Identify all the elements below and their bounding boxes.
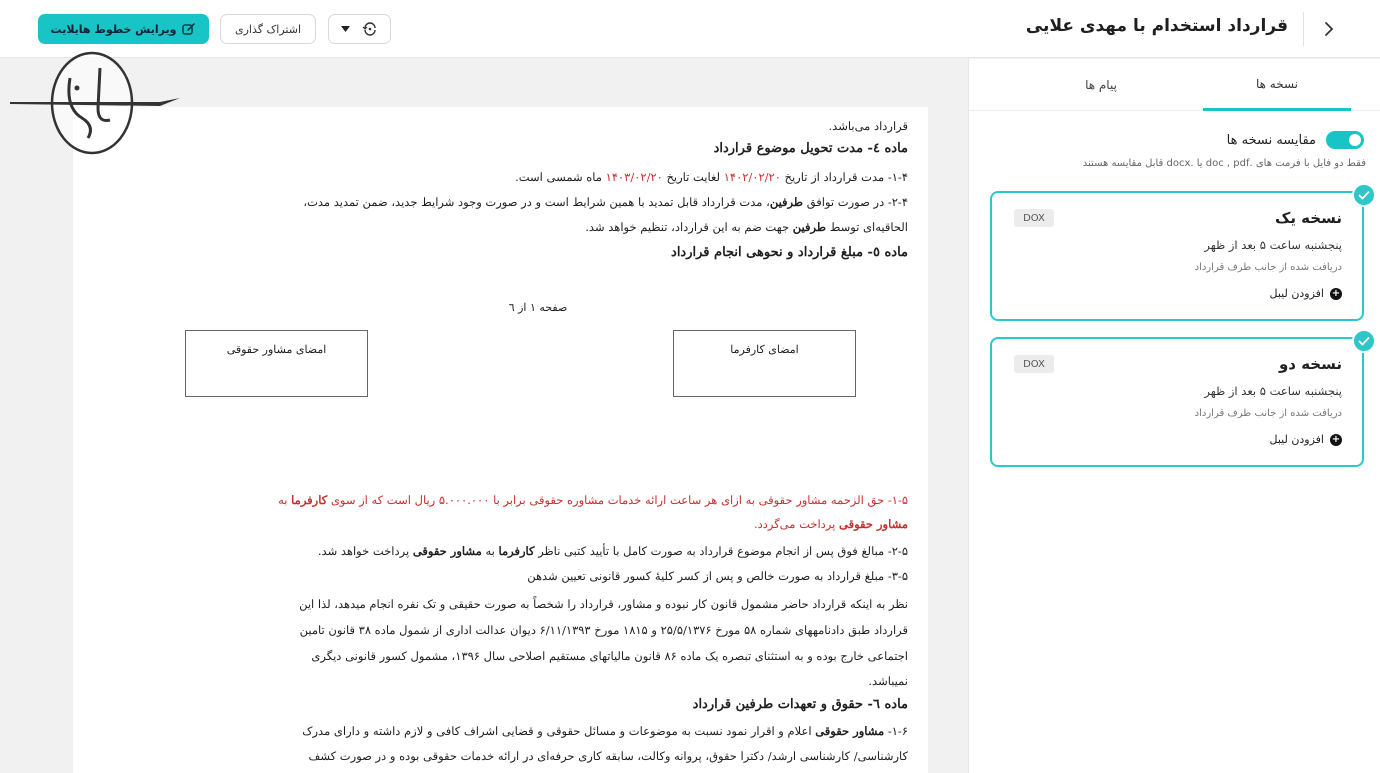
doc-paragraph: قرارداد طبق دادنامههای شماره ۵۸ مورخ ۲۵/۵/۱۳۷۶ و ۱۸۱۵ مورخ ۶/۱۱/۱۳۹۳ دیوان عدالت اداری از شمول ماده ۳۸ قانون تامین — [299, 623, 908, 637]
tab-messages[interactable]: پیام ها — [1085, 78, 1117, 92]
clause-text: ۱-۶- — [887, 724, 908, 738]
file-type-badge: DOX — [1014, 209, 1054, 227]
compare-note: فقط دو فایل با فرمت های .doc , pdf یا .docx قابل مقایسه هستند — [1082, 158, 1366, 169]
edit-highlights-button[interactable] — [38, 14, 209, 44]
clause-text: ۱-۴- مدت قرارداد از تاریخ — [784, 170, 908, 184]
page-number: صفحه ۱ از ٦ — [508, 301, 568, 314]
clause-text: ، مدت قرارداد قابل تمدید با همین شرایط است و در صورت وجود شرایط جدید، ضمن تمدید مدت، — [303, 195, 770, 209]
clause-text: به — [278, 493, 288, 507]
clause-5-3: ۳-۵- مبلغ قرارداد به صورت خالص و پس از کسر کلیهٔ کسور قانونی تعیین شدهن — [527, 569, 908, 583]
page-title: قرارداد استخدام با مهدی علایی — [1025, 16, 1288, 36]
clause-text: ۲-۵- مبالغ فوق پس از انجام موضوع قرارداد به صورت کامل با تأیید کتبی ناظر — [538, 544, 908, 558]
plus-icon: + — [1331, 433, 1341, 445]
clause-text: پرداخت می‌گردد. — [753, 517, 836, 531]
clause-text: ۱-۵- حق الزحمه مشاور حقوقی به ازای هر ساعت ارائه خدمات مشاوره حقوقی برابر با ۵.۰۰۰.۰۰۰ ریال است که از سوی — [330, 493, 908, 507]
date-start: ۱۴۰۲/۰۲/۲۰ — [723, 170, 781, 184]
party-term: کارفرما — [498, 544, 535, 558]
clause-6-1-cont: کارشناسی/ کارشناسی ارشد/ دکترا حقوق، پروانه وکالت، سابقه کاری حرفه‌ای در ارائه خدمات حقوقی بوده و در صورت کشف — [308, 749, 908, 763]
version-card[interactable] — [990, 191, 1364, 321]
check-icon — [1352, 329, 1376, 353]
clause-text: لغایت تاریخ — [666, 170, 721, 184]
clause-text: پرداخت خواهد شد. — [317, 544, 410, 558]
clause-4-2-cont — [585, 220, 908, 234]
signature-box-counsel — [185, 330, 368, 397]
version-name: نسخه دو — [1278, 355, 1342, 373]
plus-icon: + — [1331, 287, 1341, 299]
clause-5-1 — [278, 493, 908, 507]
party-term: طرفین — [792, 220, 827, 234]
divider — [1303, 12, 1304, 46]
add-label-button[interactable] — [1270, 433, 1343, 446]
signature-label: امضای مشاور حقوقی — [226, 343, 327, 356]
edit-highlights-label: ویرایش خطوط هایلایت — [50, 22, 177, 36]
logo-icon — [10, 48, 185, 158]
version-time: پنجشنبه ساعت ۵ بعد از ظهر — [1204, 384, 1342, 398]
compare-toggle[interactable] — [1326, 131, 1364, 149]
sync-icon — [362, 22, 378, 36]
party-term: طرفین — [769, 195, 804, 209]
tab-versions[interactable]: نسخه ها — [1203, 59, 1351, 111]
clause-text: به — [485, 544, 495, 558]
doc-paragraph: نظر به اینکه قرارداد حاضر مشمول قانون کار نبوده و مشاور، قرارداد را شخصاً به صورت حقیقی و تک نفره انجام میدهد، لذا این — [299, 597, 908, 611]
chevron-right-icon — [1323, 21, 1335, 37]
version-card[interactable] — [990, 337, 1364, 467]
doc-paragraph: اجتماعی خارج بوده و به استثنای تبصره یک ماده ۸۶ قانون مالیاتهای مستقیم اصلاحی سال ۱۳۹۶، مشمول کسور قانونی دیگری — [311, 649, 908, 663]
chevron-down-icon — [341, 26, 350, 32]
clause-6-1 — [302, 724, 908, 738]
clause-text: الحاقیه‌ای توسط — [829, 220, 908, 234]
party-term: مشاور حقوقی — [815, 724, 885, 738]
toggle-knob — [1349, 134, 1361, 146]
edit-icon — [182, 22, 196, 36]
section-heading-5: ماده ٥- مبلغ قرارداد و نحوهی انجام قرارداد — [671, 245, 908, 260]
add-label-text: افزودن لیبل — [1269, 433, 1324, 446]
date-end: ۱۴۰۳/۰۲/۲۰ — [605, 170, 663, 184]
add-label-button[interactable] — [1270, 287, 1343, 300]
party-term: مشاور حقوقی — [412, 544, 482, 558]
compare-versions-row — [1227, 131, 1364, 149]
doc-line: قرارداد می‌باشد. — [828, 119, 908, 133]
clause-text: جهت ضم به این قرارداد، تنظیم خواهد شد. — [585, 220, 790, 234]
version-name: نسخه یک — [1274, 209, 1342, 227]
clause-4-1 — [515, 170, 908, 184]
file-type-badge: DOX — [1014, 355, 1054, 373]
doc-paragraph: نمیباشد. — [868, 674, 908, 688]
party-term: مشاور حقوقی — [839, 517, 908, 531]
top-bar — [0, 0, 1380, 58]
clause-text: ۲-۴- در صورت توافق — [806, 195, 908, 209]
version-source: دریافت شده از جانب طرف قرارداد — [1194, 262, 1342, 273]
section-heading-4: ماده ٤- مدت تحویل موضوع قرارداد — [713, 141, 908, 156]
compare-label: مقایسه نسخه ها — [1226, 132, 1316, 148]
clause-4-2 — [303, 195, 908, 209]
options-dropdown-button[interactable] — [328, 14, 391, 44]
signature-label: امضای کارفرما — [730, 343, 799, 356]
clause-5-1-cont — [754, 517, 908, 531]
clause-5-2 — [318, 544, 908, 558]
share-button[interactable] — [220, 14, 316, 44]
add-label-text: افزودن لیبل — [1269, 287, 1324, 300]
clause-text: اعلام و اقرار نمود نسبت به موضوعات و مسائل حقوقی و قضایی اشراف کافی و لازم داشته و دارای مدرک — [302, 724, 812, 738]
share-button-label: اشتراک گذاری — [234, 22, 302, 36]
document-page — [73, 107, 928, 773]
versions-panel — [968, 59, 1380, 773]
panel-tabs — [969, 59, 1380, 111]
section-heading-6: ماده ٦- حقوق و تعهدات طرفین قرارداد — [692, 697, 908, 712]
check-icon — [1352, 183, 1376, 207]
party-term: کارفرما — [291, 493, 328, 507]
signature-box-employer — [673, 330, 856, 397]
version-source: دریافت شده از جانب طرف قرارداد — [1194, 408, 1342, 419]
version-time: پنجشنبه ساعت ۵ بعد از ظهر — [1204, 238, 1342, 252]
back-button[interactable] — [1318, 18, 1340, 40]
clause-text: ماه شمسی است. — [515, 170, 602, 184]
